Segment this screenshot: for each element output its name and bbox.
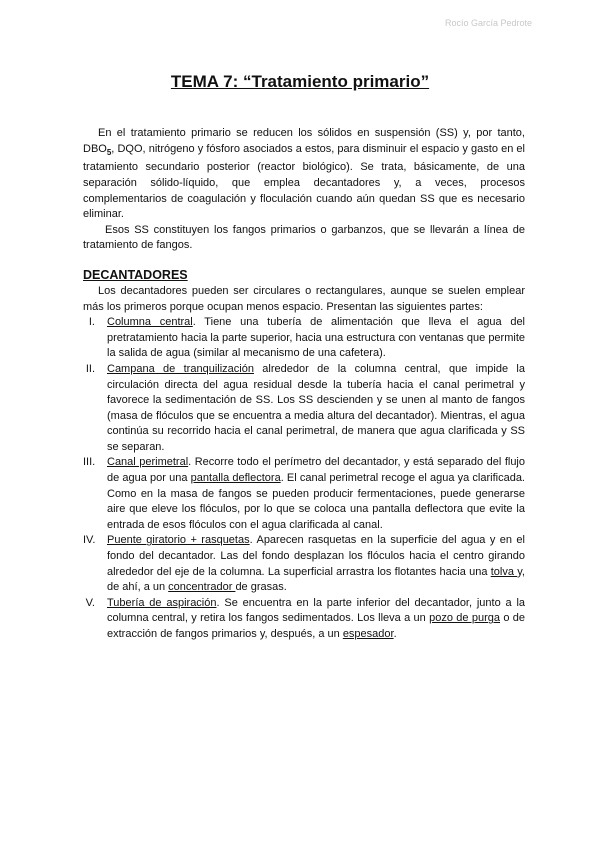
term: Campana de tranquilización <box>107 362 254 375</box>
text: o de extracción de fangos primarios y, después, a un <box>107 612 526 640</box>
page-title: TEMA 7: “Tratamiento primario” <box>170 72 430 91</box>
term: Canal perimetral <box>107 456 189 469</box>
list-number: V. <box>85 596 95 609</box>
text: En el tratamiento primario se reducen los sólidos en suspensión (SS) y, por tanto, DBO <box>83 127 525 155</box>
intro-paragraph <box>83 126 525 223</box>
term: espesador <box>342 628 394 640</box>
section-heading: DECANTADORES <box>83 267 188 282</box>
term: Columna central <box>107 316 193 329</box>
term: concentrador <box>168 581 236 594</box>
term: Puente giratorio + rasquetas <box>107 534 250 547</box>
term: pozo de purga <box>429 612 500 625</box>
text: . <box>393 628 397 640</box>
list-item <box>83 533 525 595</box>
document-body <box>83 126 525 643</box>
text: , DQO, nitrógeno y fósforo asociados a estos, para disminuir el espacio y gasto en el tratamiento secundario posterior (reactor biológico). Se trata, básicamente, de una separación sólido-líquido, que emplea decantadores y, a veces, procesos complementarios de coagulación y floculación cuando aún quedan SS que es necesario eliminar. <box>83 142 525 221</box>
list-item <box>83 455 525 533</box>
term: pantalla deflectora <box>190 472 281 485</box>
list-number: I. <box>88 316 95 329</box>
parts-list <box>83 315 525 642</box>
text: . Aparecen rasquetas en la superficie del agua y en el fondo del decantador. Las del fondo desplazan los flóculos hacia el centro girando alrededor del eje de la columna. La superficial arrastra los flotantes hacia una <box>107 534 525 578</box>
list-item <box>83 315 525 362</box>
list-item <box>83 362 525 456</box>
text: de grasas. <box>235 581 287 594</box>
text: . Tiene una tubería de alimentación que lleva el agua del pretratamiento hacia la parte superior, hacia una estructura con ventanas que permite la salida de agua (similar al mecanismo de una cafetera). <box>107 316 526 360</box>
subscript: 5 <box>106 147 112 157</box>
term: Tubería de aspiración <box>107 596 217 609</box>
section-intro: Los decantadores pueden ser circulares o rectangulares, aunque se suelen emplear más los primeros porque ocupan menos espacio. Presentan las siguientes partes: <box>83 284 525 313</box>
text: . Recorre todo el perímetro del decantador, y está separado del flujo de agua por una <box>107 456 525 485</box>
list-number: II. <box>85 362 95 375</box>
text: y, de ahí, a un <box>107 565 525 594</box>
text: . Se encuentra en la parte inferior del decantador, junto a la columna central, y retira los fangos sedimentados. Los lleva a un <box>107 596 525 625</box>
author-header: Rocío García Pedrote <box>444 18 532 28</box>
text: . El canal perimetral recoge el agua ya clarificada. Como en la masa de fangos se pueden producir fermentaciones, puede generarse aire que eleve los flóculos, por lo que se coloca una pantalla deflectora que evite la entrada de esos flóculos con el agua clarificada al canal. <box>107 472 525 531</box>
list-number: IV. <box>83 534 96 547</box>
list-item <box>83 596 525 643</box>
intro-paragraph-2: Esos SS constituyen los fangos primarios o garbanzos, que se llevarán a línea de tratamiento de fangos. <box>83 223 525 252</box>
term: tolva <box>490 565 518 578</box>
text: alrededor de la columna central, que impide la circulación directa del agua residual desde la tubería hacia el canal perimetral y favorece la sedimentación de SS. Los SS descienden y se unen al manto de fangos (masa de flóculos que se encuentra a media altura del decantador). Mientras, el agua continúa su recorrido hacia el canal perimetral, de manera que agua clarificada y SS se separan. <box>107 362 525 453</box>
list-number: III. <box>83 456 96 469</box>
